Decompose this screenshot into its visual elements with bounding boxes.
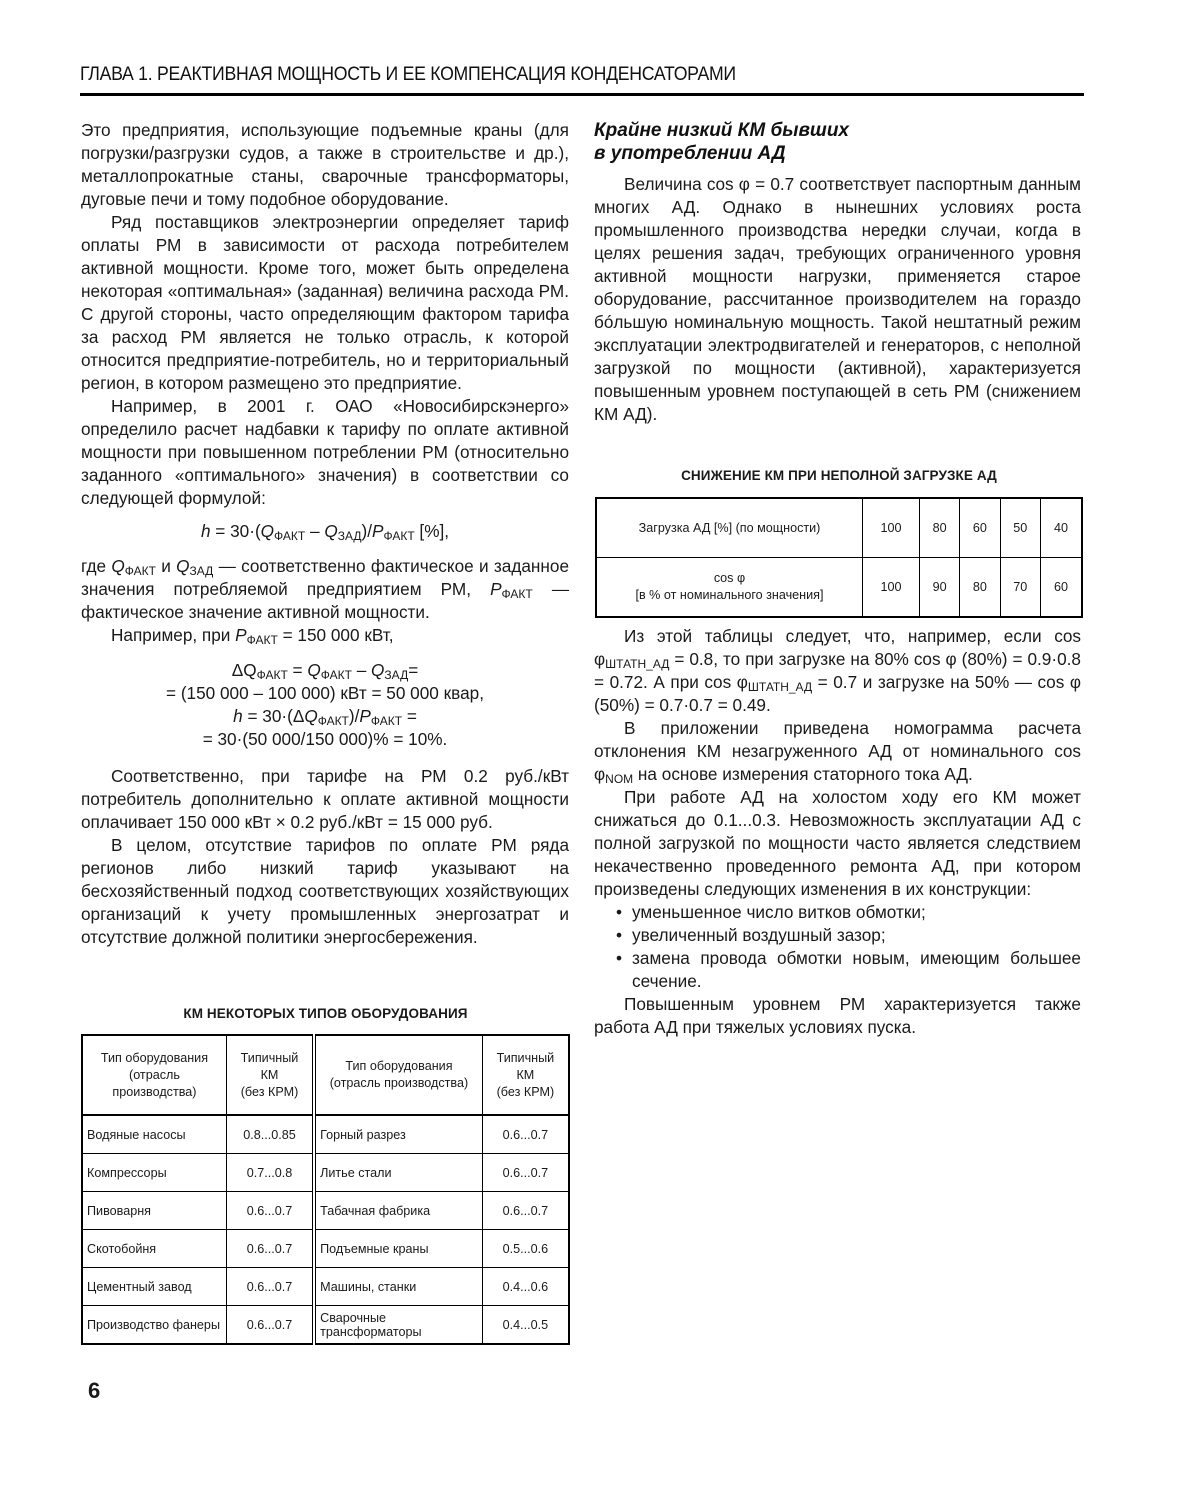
paragraph: Из этой таблицы следует, что, например, если $\cos \varphi_{ШТАТН\_АД} = 0.8$, то при загрузке на 80% cos φ (80%) = 0.9·0.8 = 0.72. А при $\cos \varphi_{ШТАТН\_АД} = 0.7$ и загрузке на 50% — cos φ (50%) = 0.7·0.7 = 0.49. [594,626,1082,715]
table-row: Цементный завод 0.6...0.7 Машины, станки 0.4...0.6 [82,1268,569,1306]
load-km-table [595,497,1083,618]
table-caption-load: СНИЖЕНИЕ КМ ПРИ НЕПОЛНОЙ ЗАГРУЗКЕ АД [681,468,997,483]
paragraph: Повышенным уровнем РМ характеризуется также работа АД при тяжелых условиях пуска. [594,994,1081,1037]
table-header-row [82,1035,569,1115]
paragraph: Например, в 2001 г. ОАО «Новосибирскэнерго» определило расчет надбавки к тарифу по оплате активной мощности при повышенном потреблении РМ (относительно заданного «оптимального» значения) в соответствии со следующей формулой: [81,396,569,508]
header-rule [80,93,1084,96]
section-title: Крайне низкий КМ бывших в употреблении АД [594,120,849,164]
table-row: Компрессоры 0.7...0.8 Литье стали 0.6...0.7 [82,1154,569,1192]
column-header-km: Типичный КМ (без КРМ) [482,1035,569,1115]
row-label: Загрузка АД [%] (по мощности) [596,498,863,558]
formula-calculation: $\Delta Q_{ФАКТ} = Q_{ФАКТ} - Q_{ЗАД}=$ = (150 000 – 100 000) кВт = 50 000 квар, $h = 30\cdot(\Delta Q_{ФАКТ})/P_{ФАКТ}$ = = 30·(50 000/150 000)% = 10%. [166,660,484,749]
paragraph: В приложении приведена номограмма расчета отклонения КМ незагруженного АД от номинального $\cos \varphi_{NOM}$ на основе измерения статорного тока АД. [594,718,1081,786]
bullet-list [594,901,1081,993]
page-number: 6 [88,1378,101,1403]
column-header-km: Типичный КМ (без КРМ) [226,1035,314,1115]
paragraph-definitions: где $Q_{ФАКТ}$ и $Q_{ЗАД}$ — соответственно фактическое и заданное значения потребляемой предприятием РМ, $P_{ФАКТ}$ — фактическое значение активной мощности. [81,556,570,622]
table-row: Пивоварня 0.6...0.7 Табачная фабрика 0.6...0.7 [82,1192,569,1230]
row-label: cos φ [в % от номинального значения] [596,558,863,618]
column-header-type: Тип оборудования (отрасль производства) [314,1035,482,1115]
paragraph: В целом, отсутствие тарифов по оплате РМ ряда регионов либо низкий тариф указывают на бесхозяйственный подход соответствующих хозяйствующих организаций к учету промышленных энергозатрат и отсутствие должной политики энергосбережения. [81,835,569,947]
paragraph: Величина cos φ = 0.7 соответствует паспортным данным многих АД. Однако в нынешних условиях роста промышленного производства нередки случаи, когда в целях решения задач, требующих ограниченного уровня активной мощности нагрузки, применяется старое оборудование, рассчитанное производителем на гораздо бóльшую номинальную мощность. Такой нештатный режим эксплуатации электродвигателей и генераторов, с неполной загрузкой по мощности (активной), характеризуется повышенным уровнем поступающей в сеть РМ (снижением КМ АД). [594,174,1081,424]
table-row-load: Загрузка АД [%] (по мощности) 100 80 60 50 40 [596,498,1082,558]
table-caption-equipment: КМ НЕКОТОРЫХ ТИПОВ ОБОРУДОВАНИЯ [183,1006,468,1021]
left-column [81,119,569,949]
table-row: Производство фанеры 0.6...0.7 Сварочные трансформаторы 0.4...0.5 [82,1306,569,1345]
paragraph: При работе АД на холостом ходу его КМ может снижаться до 0.1...0.3. Невозможность эксплуатации АД с полной загрузкой по мощности часто является следствием некачественно проведенного ремонта АД, при котором произведены следующих изменения в их конструкции: [594,787,1081,899]
list-item: • замена провода обмотки новым, имеющим большее сечение. [594,947,1081,993]
column-header-type: Тип оборудования (отрасль производства) [82,1035,226,1115]
table-row-cosphi: cos φ [в % от номинального значения] 100 90 80 70 60 [596,558,1082,618]
paragraph: Ряд поставщиков электроэнергии определяет тариф оплаты РМ в зависимости от расхода потребителем активной мощности. Кроме того, может быть определена некоторая «оптимальная» (заданная) величина расхода РМ. С другой стороны, часто определяющим фактором тарифа за расход РМ является не только отрасль, к которой относится предприятие-потребитель, но и территориальный регион, в котором размещено это предприятие. [81,212,569,393]
list-item: • уменьшенное число витков обмотки; [594,901,1081,924]
paragraph: Соответственно, при тарифе на РМ 0.2 руб./кВт потребитель дополнительно к оплате активной мощности оплачивает 150 000 кВт × 0.2 руб./кВт = 15 000 руб. [81,766,569,832]
right-column-continued [594,625,1081,1039]
right-column [594,119,1081,426]
running-header: ГЛАВА 1. РЕАКТИВНАЯ МОЩНОСТЬ И ЕЕ КОМПЕНСАЦИЯ КОНДЕНСАТОРАМИ [80,64,736,85]
table-row: Водяные насосы 0.8...0.85 Горный разрез 0.6...0.7 [82,1115,569,1154]
list-item: • увеличенный воздушный зазор; [594,924,1081,947]
paragraph: Это предприятия, использующие подъемные краны (для погрузки/разгрузки судов, а также в строительстве и др.), металлопрокатные станы, сварочные трансформаторы, дуговые печи и тому подобное оборудование. [81,120,569,209]
paragraph-example: Например, при $P_{ФАКТ} = 150$ 000 кВт, [111,625,394,647]
equipment-km-table [81,1034,570,1345]
table-row: Скотобойня 0.6...0.7 Подъемные краны 0.5...0.6 [82,1230,569,1268]
formula-surcharge: $h = 30\cdot(Q_{ФАКТ} - Q_{ЗАД})/P_{ФАКТ}$ [%], [200,521,450,543]
